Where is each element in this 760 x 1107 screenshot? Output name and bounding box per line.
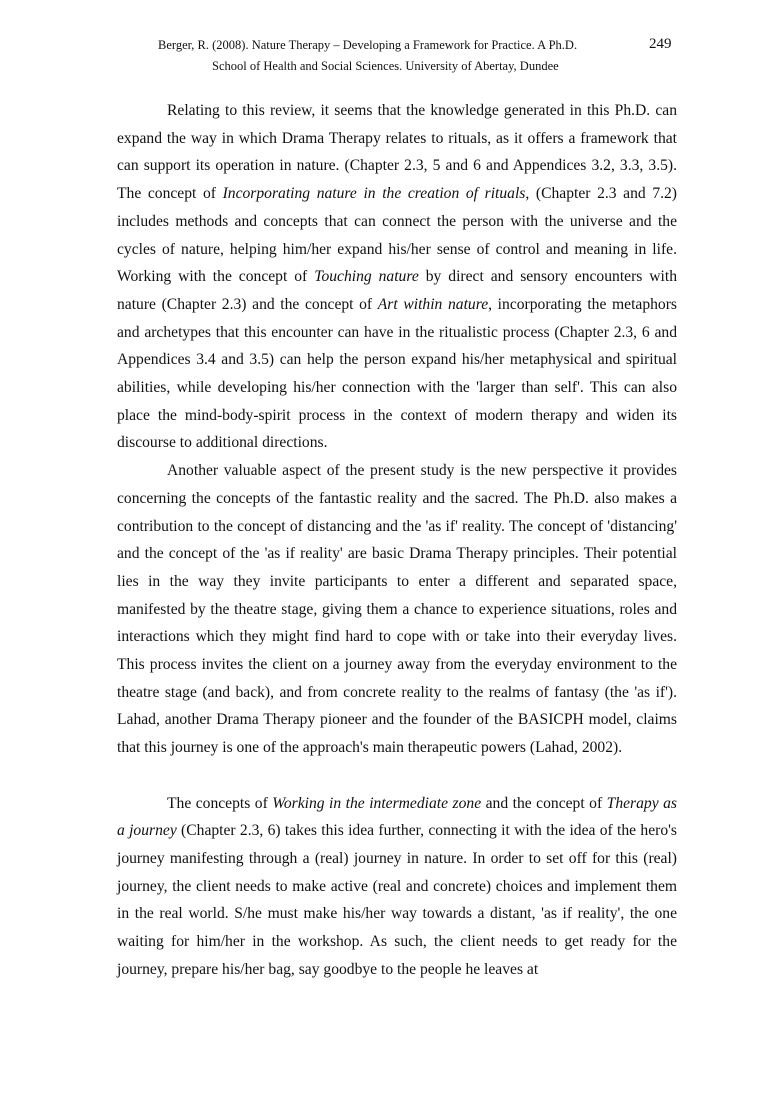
italic-term: Therapy as a journey [117,794,677,840]
italic-term: Touching nature [314,268,419,286]
text-run: The concepts of [167,794,273,812]
body-text [117,97,677,983]
text-run: , (Chapter 2.3 and 7.2) includes methods and concepts that can connect the person with the universe and the cycles of nature, helping him/her expand his/her sense of control and meaning in life. Working with the concept of [117,185,677,286]
paragraph [117,97,677,457]
text-run: Relating to this review, it seems that the knowledge generated in this Ph.D. can expand the way in which Drama Therapy relates to rituals, as it offers a framework that can support its operation in nature. (Chapter 2.3, 5 and 6 and Appendices 3.2, 3.3, 3.5). The concept of [117,102,677,203]
text-run: (Chapter 2.3, 6) takes this idea further, connecting it with the idea of the hero's journey manifesting through a (real) journey in nature. In order to set off for this (real) journey, the client needs to make active (real and concrete) choices and implement them in the real world. S/he must make his/her way towards a distant, 'as if reality', the one waiting for him/her in the workshop. As such, the client needs to get ready for the journey, prepare his/her bag, say goodbye to the people he leaves at [117,822,677,978]
page-number: 249 [649,36,672,52]
italic-term: Working in the intermediate zone [272,794,482,812]
paragraph [117,790,677,984]
text-run: , incorporating the metaphors and archetypes that this encounter can have in the ritualistic process (Chapter 2.3, 6 and Appendices 3.4 and 3.5) can help the person expand his/her metaphysical and spiritual abilities, while developing his/her connection with the 'larger than self'. This can also place the mind-body-spirit process in the context of modern therapy and widen its discourse to additional directions. [117,295,677,452]
text-run: and the concept of [481,794,607,812]
text-run: by direct and sensory encounters with nature (Chapter 2.3) and the concept of [117,268,678,313]
text-run: Another valuable aspect of the present study is the new perspective it provides concerning the concepts of the fantastic reality and the sacred. The Ph.D. also makes a contribution to the concept of distancing and the 'as if' reality. The concept of 'distancing' and the concept of the 'as if reality' are basic Drama Therapy principles. Their potential lies in the way they invite participants to enter a different and separated space, manifested by the theatre stage, giving them a chance to experience situations, roles and interactions which they might find hard to cope with or take into their everyday lives. This process invites the client on a journey away from the everyday environment to the theatre stage (and back), and from concrete reality to the realms of fantasy (the 'as if'). Lahad, another Drama Therapy pioneer and the founder of the BASICPH model, claims that this journey is one of the approach's main therapeutic powers (Lahad, 2002). [117,462,677,757]
header-institution: School of Health and Social Sciences. University of Abertay, Dundee [212,59,559,73]
paragraph [117,457,677,762]
header-citation: Berger, R. (2008). Nature Therapy – Developing a Framework for Practice. A Ph.D. [158,38,578,52]
italic-term: Incorporating nature in the creation of rituals [222,185,526,203]
italic-term: Art within nature [377,295,489,313]
